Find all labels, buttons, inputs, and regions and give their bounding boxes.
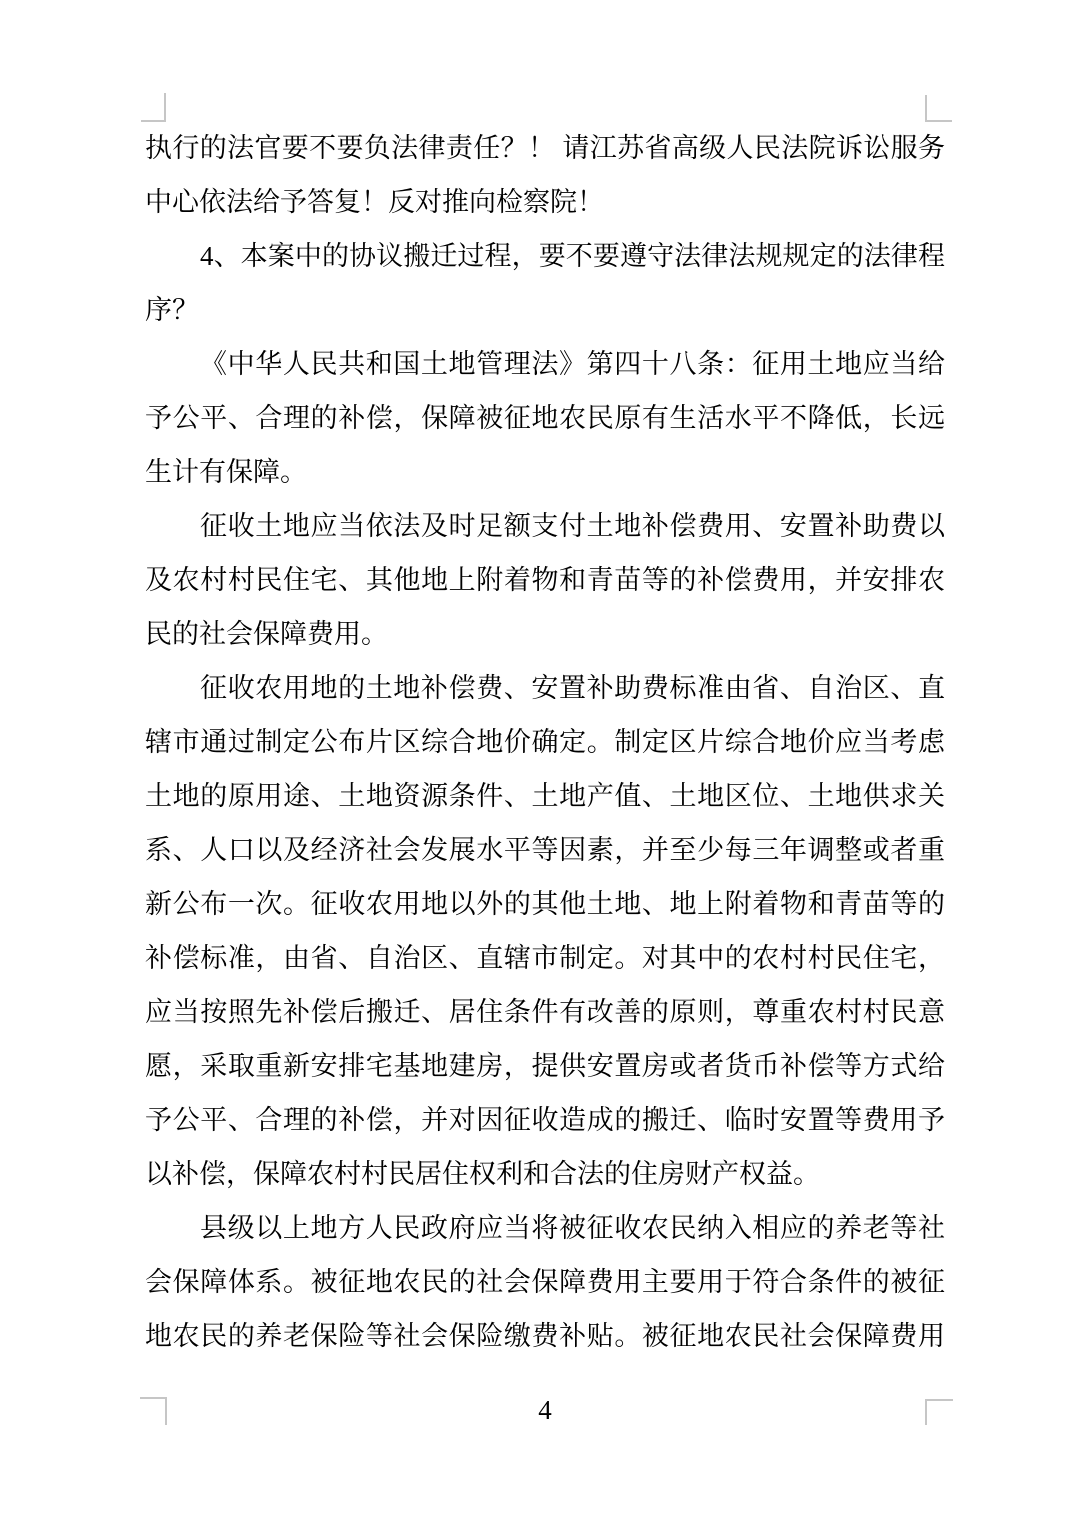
text-line: 新公布一次。征收农用地以外的其他土地、地上附着物和青苗等的 [145, 889, 945, 919]
text-line: 补偿标准，由省、自治区、直辖市制定。对其中的农村村民住宅， [145, 943, 945, 973]
text-line: 予公平、合理的补偿，并对因征收造成的搬迁、临时安置等费用予 [145, 1105, 945, 1135]
text-line: 《中华人民共和国土地管理法》第四十八条：征用土地应当给 [200, 349, 945, 379]
text-line: 予公平、合理的补偿，保障被征地农民原有生活水平不降低，长远 [145, 403, 945, 433]
text-line: 应当按照先补偿后搬迁、居住条件有改善的原则，尊重农村村民意 [145, 997, 945, 1027]
text-line: 以补偿，保障农村村民居住权利和合法的住房财产权益。 [145, 1159, 820, 1189]
text-line: 中心依法给予答复！反对推向检察院！ [145, 187, 604, 217]
text-line: 土地的原用途、土地资源条件、土地产值、土地区位、土地供求关 [145, 781, 945, 811]
margin-corner-top-left-mark [141, 93, 166, 122]
text-line: 地农民的养老保险等社会保险缴费补贴。被征地农民社会保障费用 [145, 1321, 945, 1351]
page-number: 4 [538, 1395, 552, 1425]
text-line: 愿，采取重新安排宅基地建房，提供安置房或者货币补偿等方式给 [145, 1051, 945, 1081]
document-text [145, 121, 945, 1363]
text-line: 县级以上地方人民政府应当将被征收农民纳入相应的养老等社 [200, 1213, 945, 1243]
margin-corner-top-right-mark [925, 95, 952, 122]
text-line: 辖市通过制定公布片区综合地价确定。制定区片综合地价应当考虑 [145, 727, 945, 757]
text-line: 4、本案中的协议搬迁过程，要不要遵守法律法规规定的法律程 [200, 241, 945, 271]
text-line: 会保障体系。被征地农民的社会保障费用主要用于符合条件的被征 [145, 1267, 945, 1297]
text-line: 及农村村民住宅、其他地上附着物和青苗等的补偿费用，并安排农 [145, 565, 945, 595]
text-line: 序？ [145, 295, 199, 325]
text-line: 生计有保障。 [145, 457, 307, 487]
text-line: 系、人口以及经济社会发展水平等因素，并至少每三年调整或者重 [145, 835, 945, 865]
text-line: 征收土地应当依法及时足额支付土地补偿费用、安置补助费以 [200, 511, 945, 541]
text-line: 执行的法官要不要负法律责任？！ 请江苏省高级人民法院诉讼服务 [145, 133, 945, 163]
text-line: 征收农用地的土地补偿费、安置补助费标准由省、自治区、直 [200, 673, 945, 703]
text-line: 民的社会保障费用。 [145, 619, 388, 649]
